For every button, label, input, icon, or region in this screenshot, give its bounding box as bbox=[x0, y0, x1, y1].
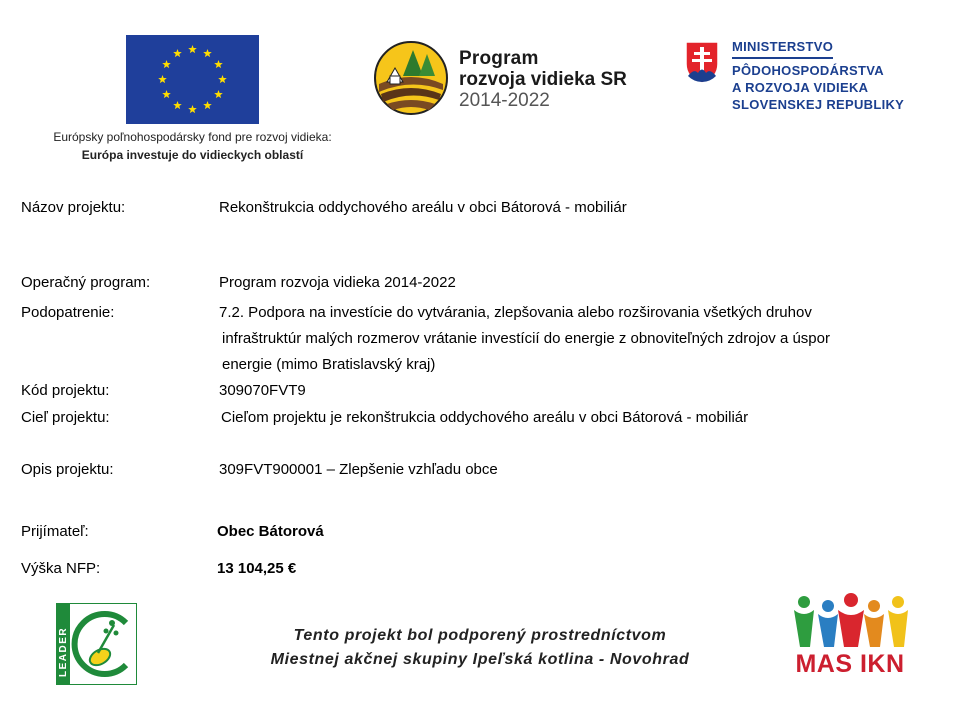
label-podopatrenie: Podopatrenie: bbox=[21, 304, 115, 321]
eu-star-icon bbox=[173, 49, 182, 57]
label-program: Operačný program: bbox=[21, 274, 151, 291]
eu-flag-logo bbox=[126, 35, 259, 124]
leader-text: LEADER bbox=[58, 626, 69, 677]
eu-caption-line2: Európa investuje do vidieckych oblastí bbox=[81, 148, 304, 162]
eu-star-icon bbox=[162, 60, 171, 68]
label-nfp: Výška NFP: bbox=[21, 560, 101, 577]
eu-star-icon bbox=[214, 90, 223, 98]
prv-line2: rozvoja vidieka SR bbox=[459, 69, 627, 90]
prv-logo-text bbox=[459, 48, 627, 112]
value-ciel: Cieľom projektu je rekonštrukcia oddychového areálu v obci Bátorová - mobiliár bbox=[221, 409, 749, 426]
eu-star-icon bbox=[203, 101, 212, 109]
prv-line1: Program bbox=[459, 48, 539, 69]
eu-star-icon bbox=[214, 60, 223, 68]
ministry-logo-text bbox=[732, 38, 904, 113]
ministry-line2: PÔDOHOSPODÁRSTVA bbox=[732, 63, 884, 78]
eu-star-icon bbox=[188, 45, 197, 53]
leader-logo bbox=[56, 603, 137, 685]
eu-star-icon bbox=[162, 90, 171, 98]
eu-star-icon bbox=[173, 101, 182, 109]
value-program: Program rozvoja vidieka 2014-2022 bbox=[219, 274, 456, 291]
value-opis: 309FVT900001 – Zlepšenie vzhľadu obce bbox=[219, 461, 498, 478]
eu-star-icon bbox=[188, 105, 197, 113]
ministry-line1: MINISTERSTVO bbox=[732, 38, 833, 59]
label-nazov: Názov projektu: bbox=[21, 199, 126, 216]
value-podopatrenie-line3: energie (mimo Bratislavský kraj) bbox=[222, 356, 436, 373]
slovak-coat-of-arms-icon bbox=[684, 40, 720, 84]
mas-ikn-text: MAS IKN bbox=[795, 650, 905, 678]
eu-star-icon bbox=[218, 75, 227, 83]
value-podopatrenie-line2: infraštruktúr malých rozmerov vrátanie investícií do energie z obnoviteľných zdrojov a úspor bbox=[222, 330, 830, 347]
label-ciel: Cieľ projektu: bbox=[21, 409, 110, 426]
support-statement bbox=[200, 624, 760, 672]
value-prijimatel: Obec Bátorová bbox=[217, 523, 324, 540]
ministry-line4: SLOVENSKEJ REPUBLIKY bbox=[732, 97, 905, 112]
eu-caption bbox=[20, 128, 365, 164]
ministry-line3: A ROZVOJA VIDIEKA bbox=[732, 80, 869, 95]
eu-caption-line1: Európsky poľnohospodársky fond pre rozvoj vidieka: bbox=[53, 130, 332, 144]
prv-emblem-logo bbox=[373, 40, 449, 116]
value-nfp: 13 104,25 € bbox=[217, 560, 297, 577]
value-podopatrenie-line1: 7.2. Podpora na investície do vytvárania, zlepšovania alebo rozširovania všetkých druhov bbox=[219, 304, 812, 321]
value-kod: 309070FVT9 bbox=[219, 382, 306, 399]
support-line2: Miestnej akčnej skupiny Ipeľská kotlina - Novohrad bbox=[270, 651, 690, 668]
label-prijimatel: Prijímateľ: bbox=[21, 523, 89, 540]
support-line1: Tento projekt bol podporený prostredníctvom bbox=[293, 627, 667, 644]
eu-star-icon bbox=[158, 75, 167, 83]
eu-star-icon bbox=[203, 49, 212, 57]
label-opis: Opis projektu: bbox=[21, 461, 114, 478]
eu-stars-icon bbox=[126, 35, 259, 124]
value-nazov: Rekonštrukcia oddychového areálu v obci Bátorová - mobiliár bbox=[219, 199, 627, 216]
prv-line3: 2014-2022 bbox=[459, 90, 550, 111]
label-kod: Kód projektu: bbox=[21, 382, 110, 399]
